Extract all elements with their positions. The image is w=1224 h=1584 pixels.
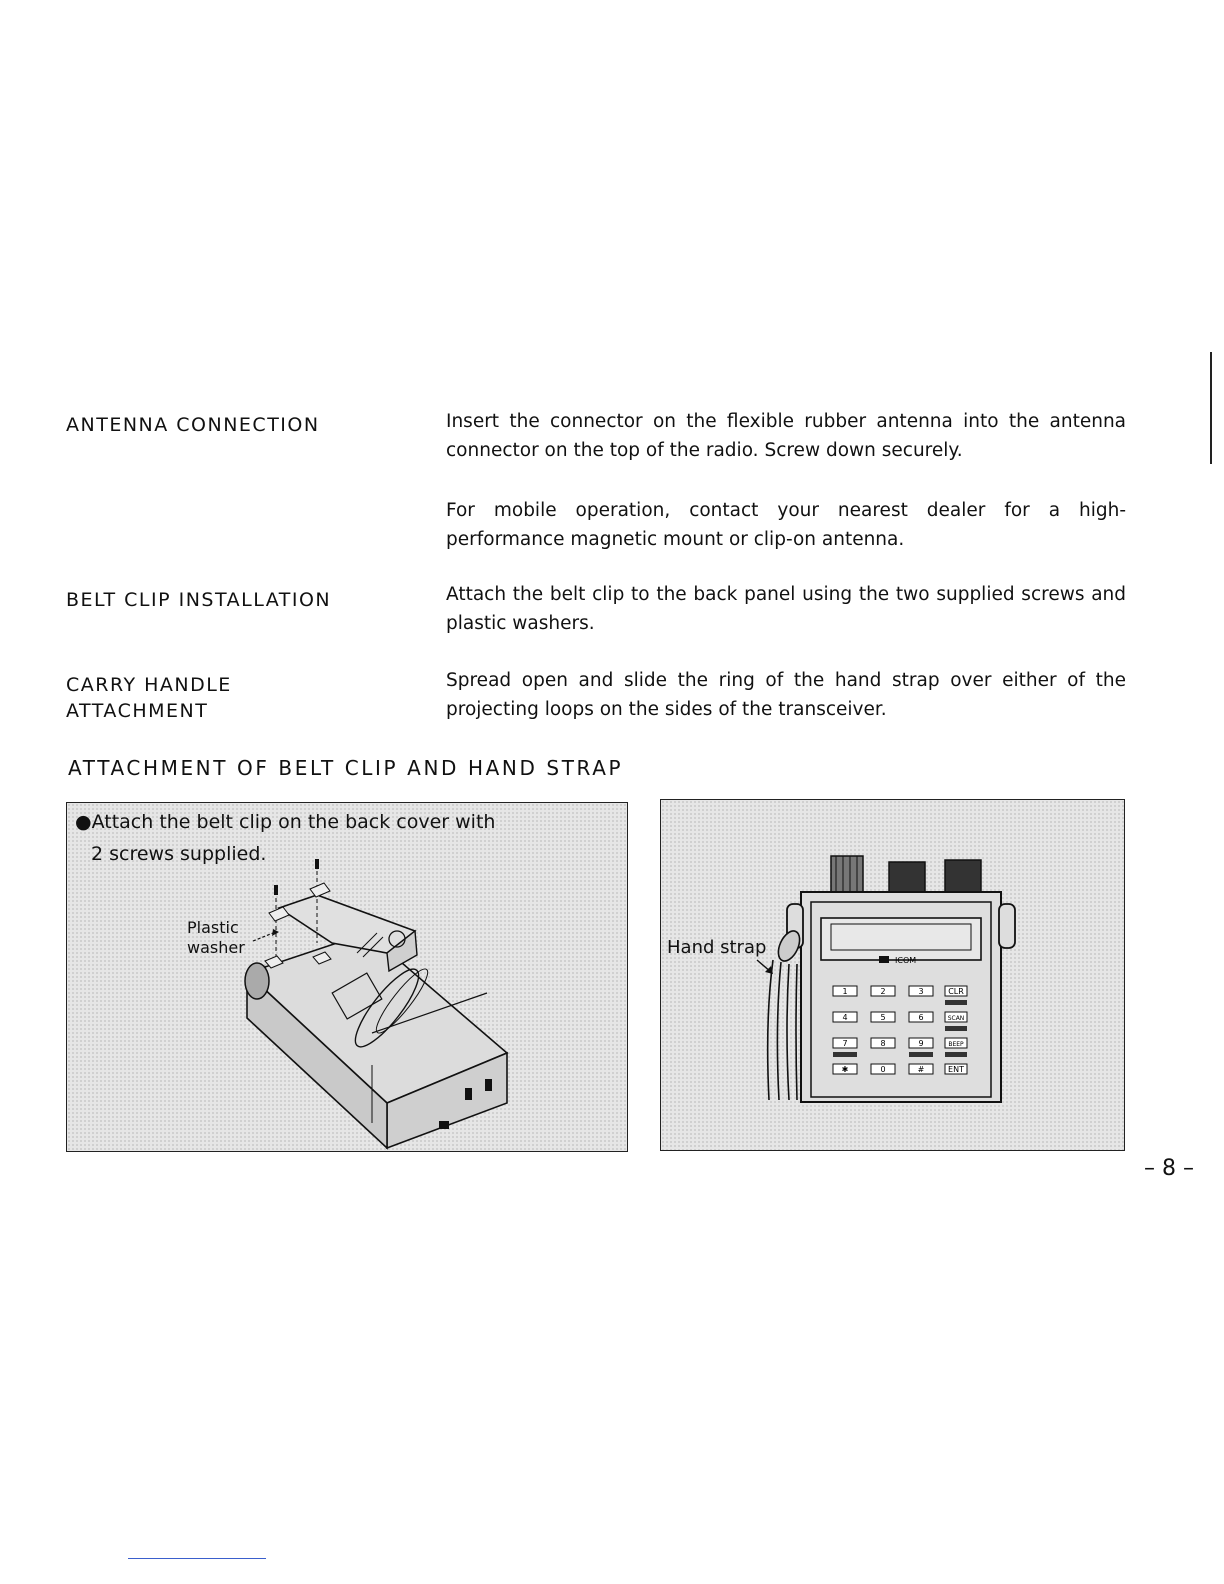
antenna-connection-paragraph-2: For mobile operation, contact your nearest dealer for a high-performance magnetic mount or clip-on antenna. — [446, 500, 1126, 550]
key-7 — [833, 1038, 857, 1048]
key-0 — [871, 1064, 895, 1074]
antenna-connection-paragraph-1: Insert the connector on the flexible rubber antenna into the antenna connector on the top of the radio. Screw down securely. — [446, 411, 1126, 461]
belt-clip-caption-line-2: 2 screws supplied. — [91, 843, 267, 865]
svg-text:BEEP: BEEP — [948, 1041, 964, 1048]
heading-line-1: CARRY HANDLE — [66, 674, 232, 696]
belt-clip-part — [279, 895, 415, 953]
page-number: – 8 – — [1144, 1156, 1194, 1181]
svg-text:7: 7 — [842, 1039, 848, 1048]
key-ent — [945, 1064, 967, 1074]
key-9 — [909, 1038, 933, 1048]
bottom-rule — [128, 1558, 266, 1559]
svg-text:5: 5 — [880, 1013, 886, 1022]
svg-text:1: 1 — [842, 987, 848, 996]
svg-text:#: # — [917, 1065, 925, 1074]
heading-carry-handle-attachment — [66, 672, 232, 724]
hand-strap-part — [768, 928, 804, 1100]
key-2 — [871, 986, 895, 996]
hand-strap-label: Hand strap — [667, 937, 767, 958]
washer-label: washer — [187, 938, 245, 957]
right-edge-rule — [1210, 352, 1212, 464]
squelch-knob-icon — [945, 860, 981, 892]
plastic-label: Plastic — [187, 918, 239, 937]
heading-line-2: ATTACHMENT — [66, 700, 209, 722]
key-1 — [833, 986, 857, 996]
figure-section-title: ATTACHMENT OF BELT CLIP AND HAND STRAP — [68, 756, 624, 780]
key-3 — [909, 986, 933, 996]
hand-strap-figure — [660, 799, 1125, 1151]
volume-knob-icon — [889, 862, 925, 892]
svg-text:ENT: ENT — [948, 1065, 964, 1074]
key-scan — [945, 1012, 967, 1022]
key-8 — [871, 1038, 895, 1048]
carry-handle-paragraph: Spread open and slide the ring of the hand strap over either of the projecting loops on the sides of the transceiver. — [446, 670, 1126, 720]
belt-clip-paragraph: Attach the belt clip to the back panel using the two supplied screws and plastic washers. — [446, 584, 1126, 634]
svg-text:3: 3 — [918, 987, 924, 996]
belt-clip-illustration — [67, 803, 627, 1151]
svg-text:9: 9 — [918, 1039, 924, 1048]
svg-text:0: 0 — [880, 1065, 886, 1074]
svg-text:4: 4 — [842, 1013, 848, 1022]
key-6 — [909, 1012, 933, 1022]
brand-label: ICOM — [895, 956, 917, 965]
heading-belt-clip-installation: BELT CLIP INSTALLATION — [66, 589, 332, 611]
svg-text:CLR: CLR — [948, 987, 964, 996]
hand-strap-illustration — [661, 800, 1124, 1150]
key-beep — [945, 1038, 967, 1048]
key-star — [833, 1064, 857, 1074]
heading-antenna-connection: ANTENNA CONNECTION — [66, 414, 320, 436]
svg-text:6: 6 — [918, 1013, 924, 1022]
key-hash — [909, 1064, 933, 1074]
belt-clip-figure — [66, 802, 628, 1152]
key-clr — [945, 986, 967, 996]
belt-clip-caption-line-1: ●Attach the belt clip on the back cover with — [75, 811, 496, 833]
svg-text:✱: ✱ — [841, 1065, 849, 1074]
svg-text:2: 2 — [880, 987, 886, 996]
key-5 — [871, 1012, 895, 1022]
key-4 — [833, 1012, 857, 1022]
svg-text:SCAN: SCAN — [947, 1015, 965, 1022]
svg-text:8: 8 — [880, 1039, 886, 1048]
